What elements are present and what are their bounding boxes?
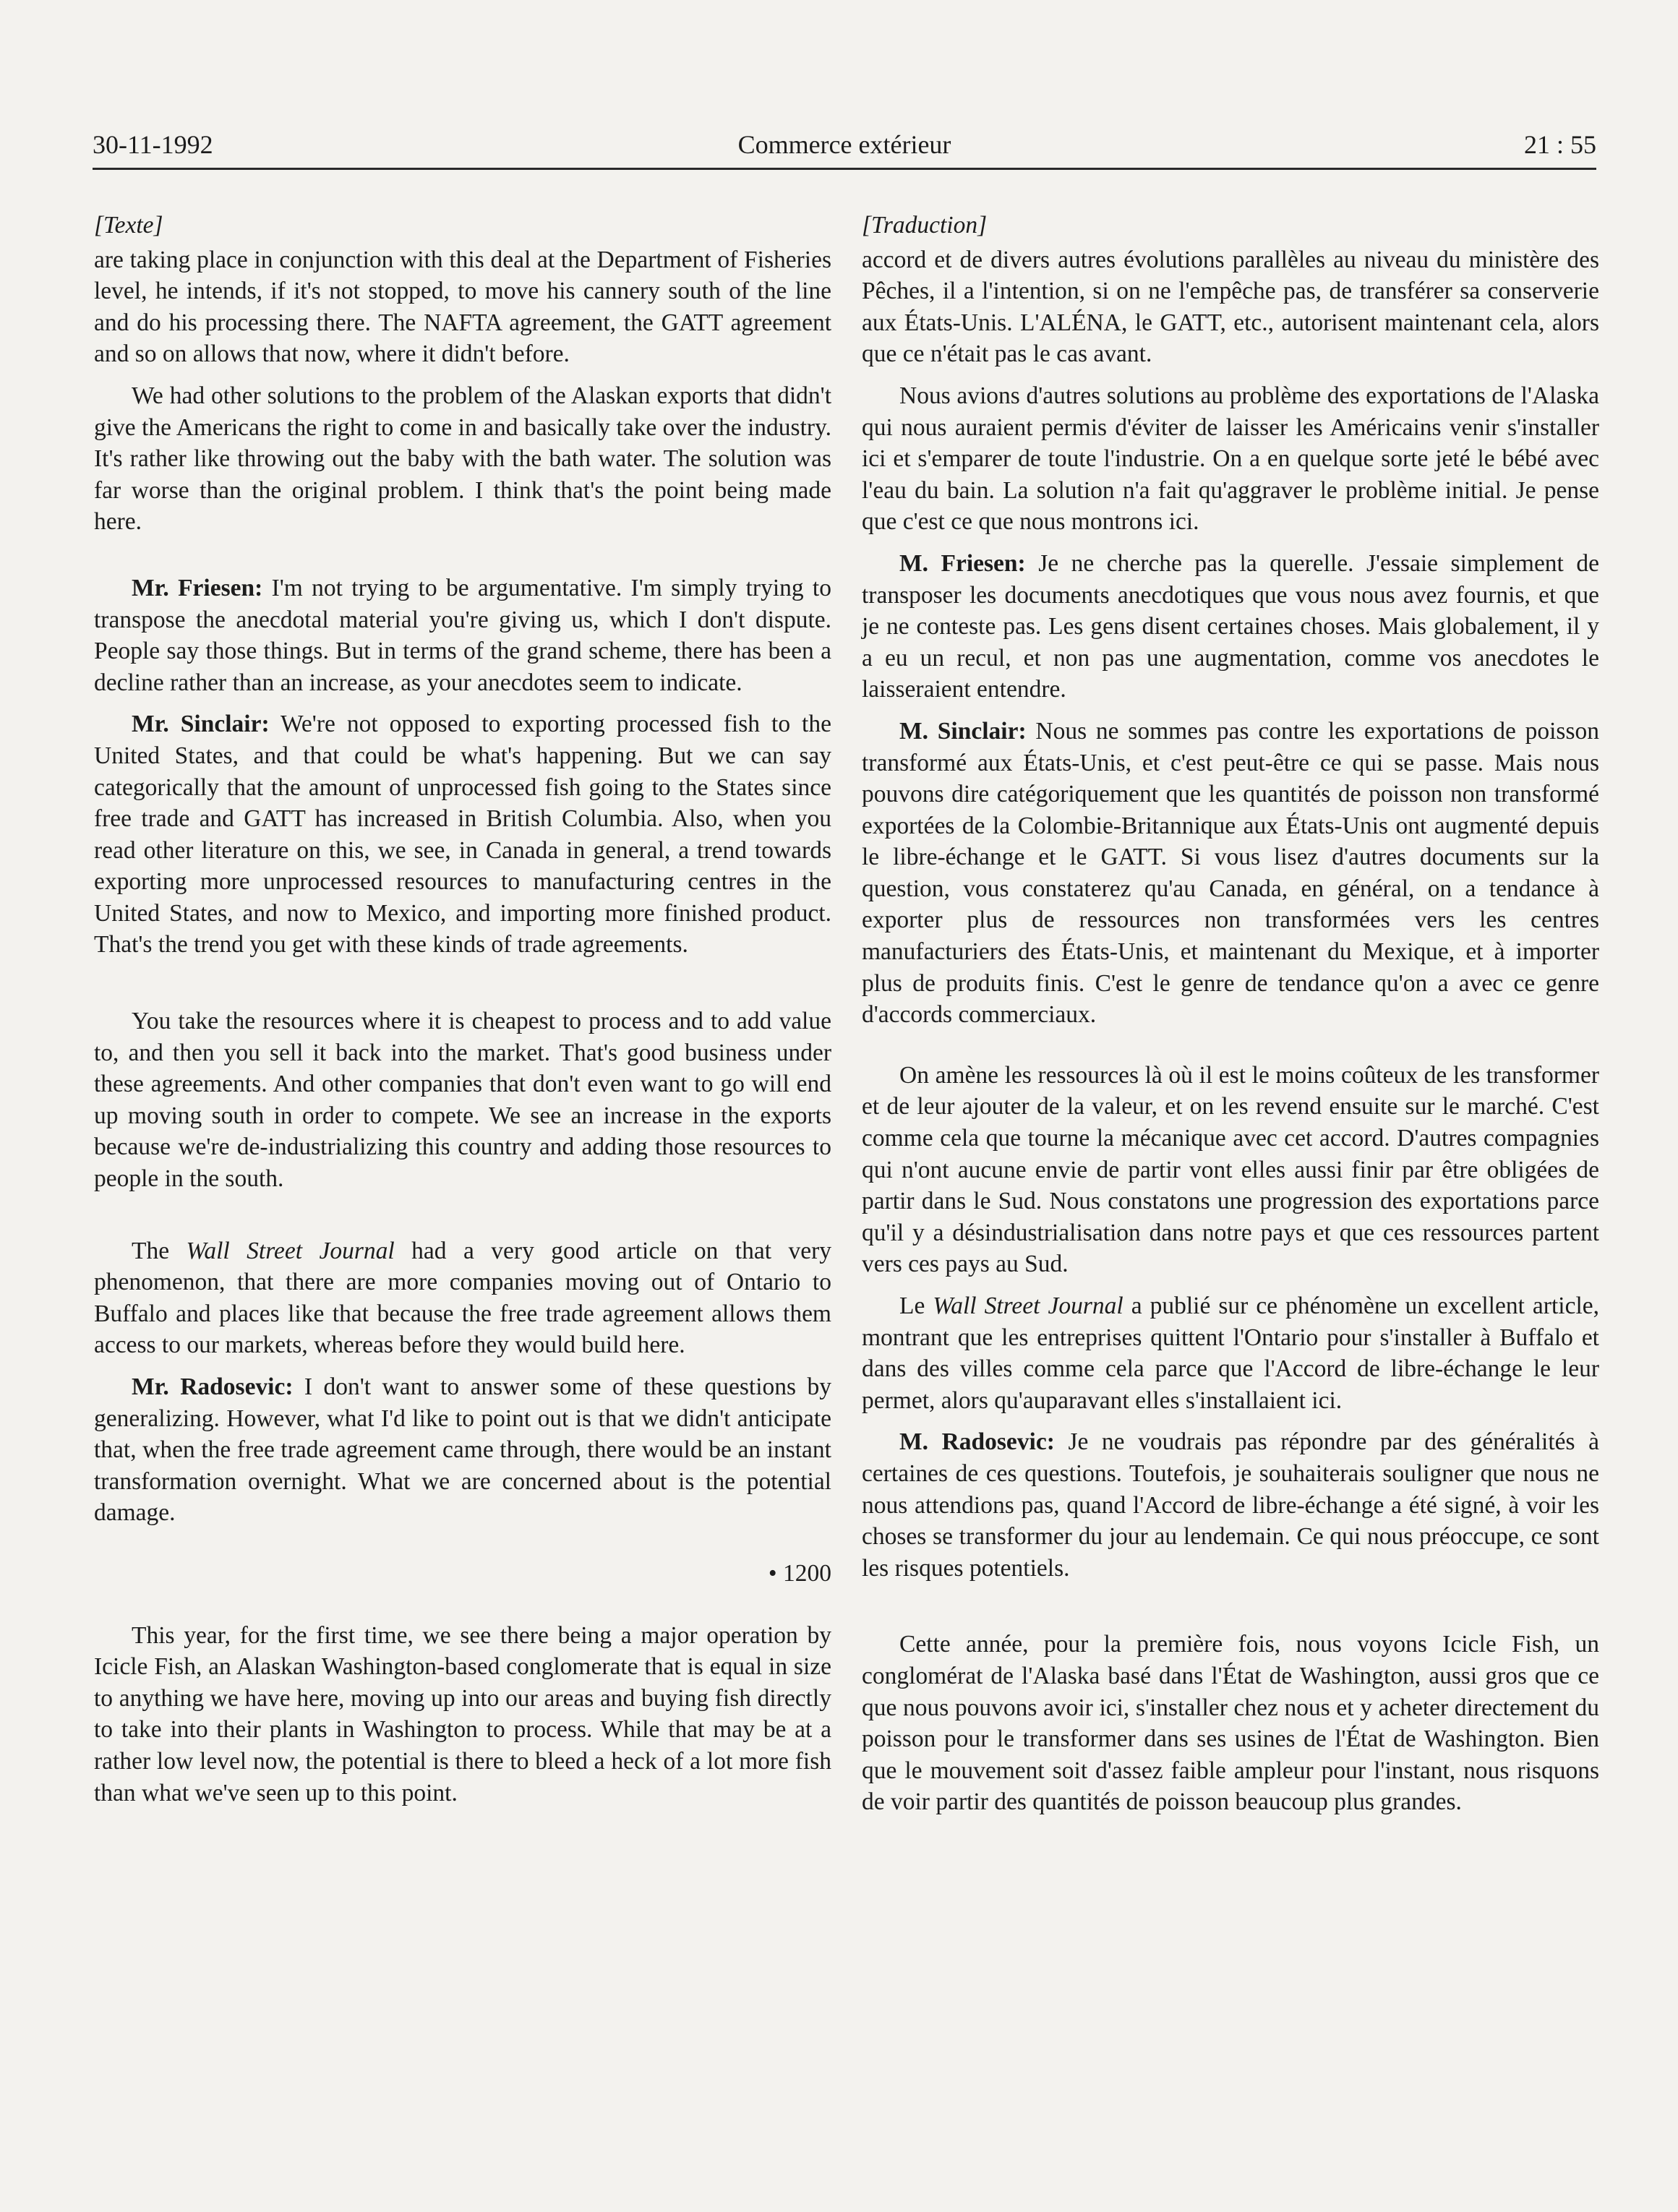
left-paragraph-1: are taking place in conjunction with this deal at the Department of Fisheries level, he intends, if it's not stopped, to move his cannery south of the line and do his processing there. The NAFTA agreement, the GATT agreement and so on allows that now, where it didn't before. bbox=[94, 246, 831, 368]
right-p3-text: Je ne cherche pas la querelle. J'essaie simplement de transposer les documents anecdotiques que vous nous avez fournis, et que je ne conteste pas. Les gens disent certaines choses. Mais globalement, il y a eu un recul, et non pas une augmentation, comme vos anecdotes le laisseraient entendre. bbox=[862, 549, 1599, 703]
left-speaker-sinclair: Mr. Sinclair: bbox=[132, 711, 270, 738]
time-marker: • 1200 bbox=[768, 1559, 831, 1587]
left-column-label: [Texte] bbox=[94, 212, 163, 239]
right-label-text: Traduction bbox=[871, 212, 978, 239]
left-p6-italic: Wall Street Journal bbox=[186, 1237, 395, 1264]
right-p6-before: Le bbox=[899, 1293, 933, 1319]
page-header bbox=[93, 124, 1596, 165]
left-label-text: Texte bbox=[103, 212, 154, 239]
header-rule bbox=[93, 168, 1596, 170]
left-p7-text: I don't want to answer some of these questions by generalizing. However, what I'd like to point out is that we didn't anticipate that, when the free trade agreement came through, there would be an instant transformation overnight. What we are concerned about is the potential damage. bbox=[94, 1373, 831, 1527]
left-paragraph-3 bbox=[94, 573, 831, 698]
right-paragraph-7 bbox=[862, 1426, 1599, 1584]
right-speaker-sinclair: M. Sinclair: bbox=[899, 717, 1027, 745]
right-paragraph-5: On amène les ressources là où il est le moins coûteux de les transformer et de leur ajouter de la valeur, et on les revend ensuite sur le marché. C'est comme cela que tourne la mécanique avec cet accord. D'autres compagnies qui n'ont aucune envie de partir vont elles aussi finir par être obligées de partir dans le Sud. Nous constatons une progression des exportations parce qu'il y a désindustrialisation dans notre pays et que ces ressources partent vers ces pays au Sud. bbox=[862, 1061, 1599, 1278]
left-paragraph-4 bbox=[94, 708, 831, 961]
header-title: Commerce extérieur bbox=[737, 130, 951, 159]
left-column bbox=[94, 210, 831, 1819]
right-p6-italic: Wall Street Journal bbox=[933, 1293, 1123, 1319]
left-paragraph-2: We had other solutions to the problem of the Alaskan exports that didn't give the Americans the right to come in and basically take over the industry. It's rather like throwing out the baby with the bath water. The solution was far worse than the original problem. I think that's the point being made here. bbox=[94, 382, 831, 536]
right-column-label: [Traduction] bbox=[862, 212, 988, 239]
left-speaker-radosevic: Mr. Radosevic: bbox=[132, 1373, 294, 1400]
left-paragraph-5: You take the resources where it is cheapest to process and to add value to, and then you sell it back into the market. That's good business under these agreements. And other companies that don't even want to go will end up moving south in order to compete. We see an increase in the exports because we're de-industrializing this country and adding those resources to people in the south. bbox=[94, 1008, 831, 1193]
right-column bbox=[862, 210, 1599, 1828]
right-p6-after: a publié sur ce phénomène un excellent article, montrant que les entreprises quittent l'Ontario pour s'installer à Buffalo et dans des villes comme cela parce que l'Accord de libre-échange le leur permet, alors qu'auparavant elles s'installaient ici. bbox=[862, 1293, 1599, 1414]
right-paragraph-4 bbox=[862, 716, 1599, 1031]
header-date: 30-11-1992 bbox=[93, 130, 213, 159]
left-paragraph-8: This year, for the first time, we see there being a major operation by Icicle Fish, an Alaskan Washington-based conglomerate that is equal in size to anything we have here, moving up into our areas and buying fish directly to take into their plants in Washington to process. While that may be at a rather low level now, the potential is there to bleed a heck of a lot more fish than what we've seen up to this point. bbox=[94, 1621, 831, 1806]
left-p6-before: The bbox=[132, 1237, 187, 1264]
left-paragraph-6 bbox=[94, 1235, 831, 1361]
right-paragraph-2: Nous avions d'autres solutions au problème des exportations de l'Alaska qui nous auraient permis d'éviter de laisser les Américains venir s'installer ici et s'emparer de toute l'industrie. On a en quelque sorte jeté le bébé avec l'eau du bain. La solution n'a fait qu'aggraver le problème initial. Je pense que c'est ce que nous montrons ici. bbox=[862, 382, 1599, 536]
right-speaker-friesen: M. Friesen: bbox=[899, 549, 1026, 577]
right-p7-text: Je ne voudrais pas répondre par des généralités à certaines de ces questions. Toutefois, je souhaiterais souligner que nous ne nous attendions pas, quand l'Accord de libre-échange a été signé, à voir les choses se transformer du jour au lendemain. Ce qui nous préoccupe, ce sont les risques potentiels. bbox=[862, 1428, 1599, 1582]
right-speaker-radosevic: M. Radosevic: bbox=[899, 1428, 1055, 1456]
right-paragraph-3 bbox=[862, 548, 1599, 706]
right-paragraph-6 bbox=[862, 1290, 1599, 1416]
right-p4-text: Nous ne sommes pas contre les exportations de poisson transformé aux États-Unis, et c'est peut-être ce qui se passe. Mais nous pouvons dire catégoriquement que les quantités de poisson non transformé exportées de la Colombie-Britannique aux États-Unis ont augmenté depuis le libre-échange et le GATT. Si vous lisez d'autres documents sur la question, vous constaterez qu'au Canada, en général, on a tendance à exporter plus de ressources non transformées vers les centres manufacturiers des États-Unis, et maintenant du Mexique, et à importer plus de produits finis. C'est le genre de tendance qu'on a avec ce genre d'accords commerciaux. bbox=[862, 717, 1599, 1029]
left-p3-text: I'm not trying to be argumentative. I'm simply trying to transpose the anecdotal material you're giving us, which I don't dispute. People say those things. But in terms of the grand scheme, there has been a decline rather than an increase, as your anecdotes seem to indicate. bbox=[94, 574, 831, 696]
left-p4-text: We're not opposed to exporting processed fish to the United States, and that could be what's happening. But we can say categorically that the amount of unprocessed fish going to the States since free trade and GATT has increased in British Columbia. Also, when you read other literature on this, we see, in Canada in general, a trend towards exporting more unprocessed resources to manufacturing centres in the United States, and now to Mexico, and importing more finished product. That's the trend you get with these kinds of trade agreements. bbox=[94, 711, 831, 959]
right-paragraph-8: Cette année, pour la première fois, nous voyons Icicle Fish, un conglomérat de l'Alaska basé dans l'État de Washington, aussi gros que ce que nous pouvons avoir ici, s'installer chez nous et y acheter directement du poisson pour le transformer dans ses usines de l'État de Washington. Bien que le mouvement soit d'assez faible ampleur pour l'instant, nous risquons de voir partir des quantités de poisson beaucoup plus grandes. bbox=[862, 1631, 1599, 1816]
right-paragraph-1: accord et de divers autres évolutions parallèles au niveau du ministère des Pêches, il a l'intention, si on ne l'empêche pas, de transférer sa conserverie aux États-Unis. L'ALÉNA, le GATT, etc., autorisent maintenant cela, alors que ce n'était pas le cas avant. bbox=[862, 246, 1599, 368]
header-page-number: 21 : 55 bbox=[1523, 130, 1596, 159]
left-p6-after: had a very good article on that very phenomenon, that there are more companies moving out of Ontario to Buffalo and places like that because the free trade agreement allows them access to our markets, whereas before they would build here. bbox=[94, 1237, 831, 1359]
left-speaker-friesen: Mr. Friesen: bbox=[132, 574, 263, 601]
left-paragraph-7 bbox=[94, 1371, 831, 1529]
